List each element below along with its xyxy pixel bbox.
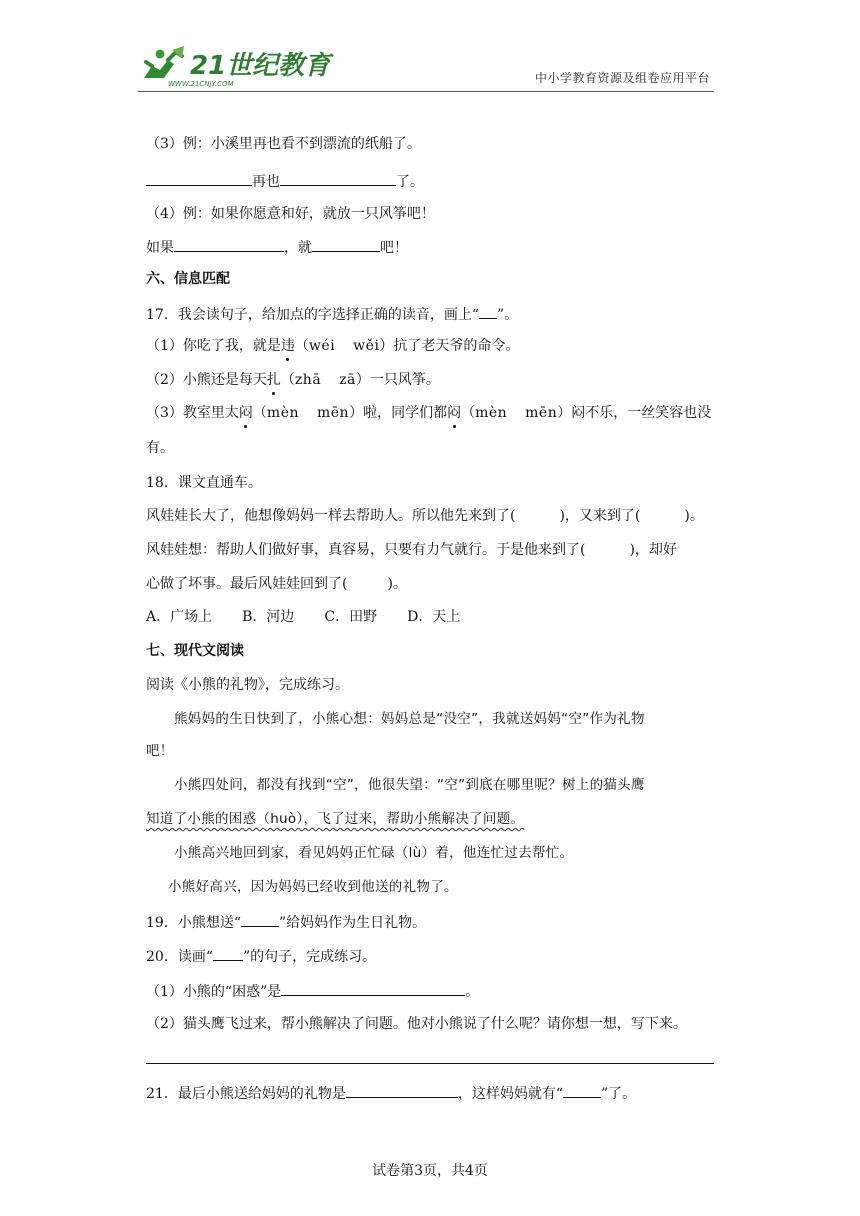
answer-blank[interactable] <box>346 1082 458 1098</box>
pinyin-option[interactable]: wéi <box>308 338 336 354</box>
q17-stem: 17．我会读句子，给加点的字选择正确的读音，画上“ ”。 <box>146 303 518 325</box>
reading-paragraph: 熊妈妈的生日快到了，小熊心想：妈妈总是“没空”，我就送妈妈“空”作为礼物 <box>174 711 645 727</box>
q3-fill-line: 再也 了。 <box>146 170 424 192</box>
q4-fill-line: 如果 ，就 吧！ <box>146 236 408 258</box>
page-header <box>138 40 714 92</box>
pinyin-option[interactable]: zhā <box>294 372 322 388</box>
reading-intro: 阅读《小熊的礼物》，完成练习。 <box>146 677 349 693</box>
q17-sentence-3-cont: 有。 <box>146 440 174 456</box>
answer-blank <box>213 945 243 961</box>
pinyin-option[interactable]: mèn <box>266 405 299 421</box>
dotted-char: 扎 <box>266 372 281 388</box>
answer-blank[interactable] <box>479 303 497 319</box>
q20-stem: 20．读画“ ”的句子，完成练习。 <box>146 945 376 967</box>
option-d[interactable]: D．天上 <box>407 609 461 625</box>
svg-text:21世纪教育: 21世纪教育 <box>190 51 331 81</box>
pinyin-option[interactable]: zā <box>339 372 356 388</box>
option-a[interactable]: A．广场上 <box>146 609 213 625</box>
pinyin-option[interactable]: mēn <box>317 405 350 421</box>
answer-blank[interactable] <box>563 1082 601 1098</box>
section-heading: 七、现代文阅读 <box>146 643 244 659</box>
answer-blank[interactable] <box>280 170 396 186</box>
21cnjy-logo <box>138 44 338 88</box>
pinyin-option[interactable]: wěi <box>353 338 380 354</box>
header-divider <box>138 91 714 92</box>
reading-paragraph-underlined <box>146 809 524 829</box>
q18-stem: 18．课文直通车。 <box>146 475 262 491</box>
wavy-underline-sentence: 知道了小熊的困惑（huò），飞了过来，帮助小熊解决了问题。 <box>146 811 525 827</box>
reading-paragraph: 小熊高兴地回到家，看见妈妈正忙碌（lù）着，他连忙过去帮忙。 <box>174 845 574 861</box>
q17-sentence-1: （1）你吃了我，就是违（wéi wěi）抗了老天爷的命令。 <box>146 338 520 354</box>
answer-blank[interactable] <box>241 911 279 927</box>
q17-sentence-2: （2）小熊还是每天扎（zhā zā）一只风筝。 <box>146 372 440 388</box>
q18-line-3: 心做了坏事。最后风娃娃回到了( )。 <box>146 576 407 592</box>
answer-blank[interactable] <box>174 236 284 252</box>
pinyin-option[interactable]: mèn <box>475 405 508 421</box>
page-footer: 试卷第3页，共4页 <box>372 1163 488 1179</box>
pinyin-option[interactable]: mēn <box>525 405 558 421</box>
dotted-char: 违 <box>280 338 295 354</box>
dotted-char: 闷 <box>447 405 462 421</box>
option-c[interactable]: C．田野 <box>324 609 378 625</box>
answer-blank[interactable] <box>146 170 252 186</box>
q20-part-1: （1）小熊的“困惑”是 。 <box>146 980 479 1002</box>
svg-text:WWW.21CNJY.COM: WWW.21CNJY.COM <box>168 80 234 88</box>
answer-blank[interactable] <box>312 236 380 252</box>
option-b[interactable]: B．河边 <box>242 609 295 625</box>
section-heading: 六、信息匹配 <box>146 271 230 287</box>
q18-line-2: 风娃娃想：帮助人们做好事，真容易，只要有力气就行。于是他来到了( )，却好 <box>146 542 677 558</box>
reading-paragraph: 小熊四处问，都没有找到“空”，他很失望：“空”到底在哪里呢？树上的猫头鹰 <box>174 777 645 793</box>
q18-line-1: 风娃娃长大了，他想像妈妈一样去帮助人。所以他先来到了( )，又来到了( )。 <box>146 508 704 524</box>
q4-example: （4）例：如果你愿意和好，就放一只风筝吧！ <box>146 206 435 222</box>
q20-part-2: （2）猫头鹰飞过来，帮小熊解决了问题。他对小熊说了什么呢？请你想一想，写下来。 <box>146 1016 687 1032</box>
dotted-char: 闷 <box>238 405 253 421</box>
q18-options <box>146 607 460 627</box>
answer-line[interactable] <box>146 1063 714 1064</box>
q21: 21．最后小熊送给妈妈的礼物是 ，这样妈妈就有“ ”了。 <box>146 1082 636 1104</box>
q3-example: （3）例：小溪里再也看不到漂流的纸船了。 <box>146 136 421 152</box>
answer-blank[interactable] <box>281 980 465 996</box>
reading-paragraph: 吧！ <box>146 743 174 759</box>
q17-sentence-3: （3）教室里太闷（mèn mēn）啦，同学们都闷（mèn mēn）闷不乐，一丝笑容也没 <box>146 405 712 421</box>
q19: 19．小熊想送“ ”给妈妈作为生日礼物。 <box>146 911 426 933</box>
platform-name: 中小学教育资源及组卷应用平台 <box>534 71 710 85</box>
reading-paragraph: 小熊好高兴，因为妈妈已经收到他送的礼物了。 <box>168 879 458 895</box>
